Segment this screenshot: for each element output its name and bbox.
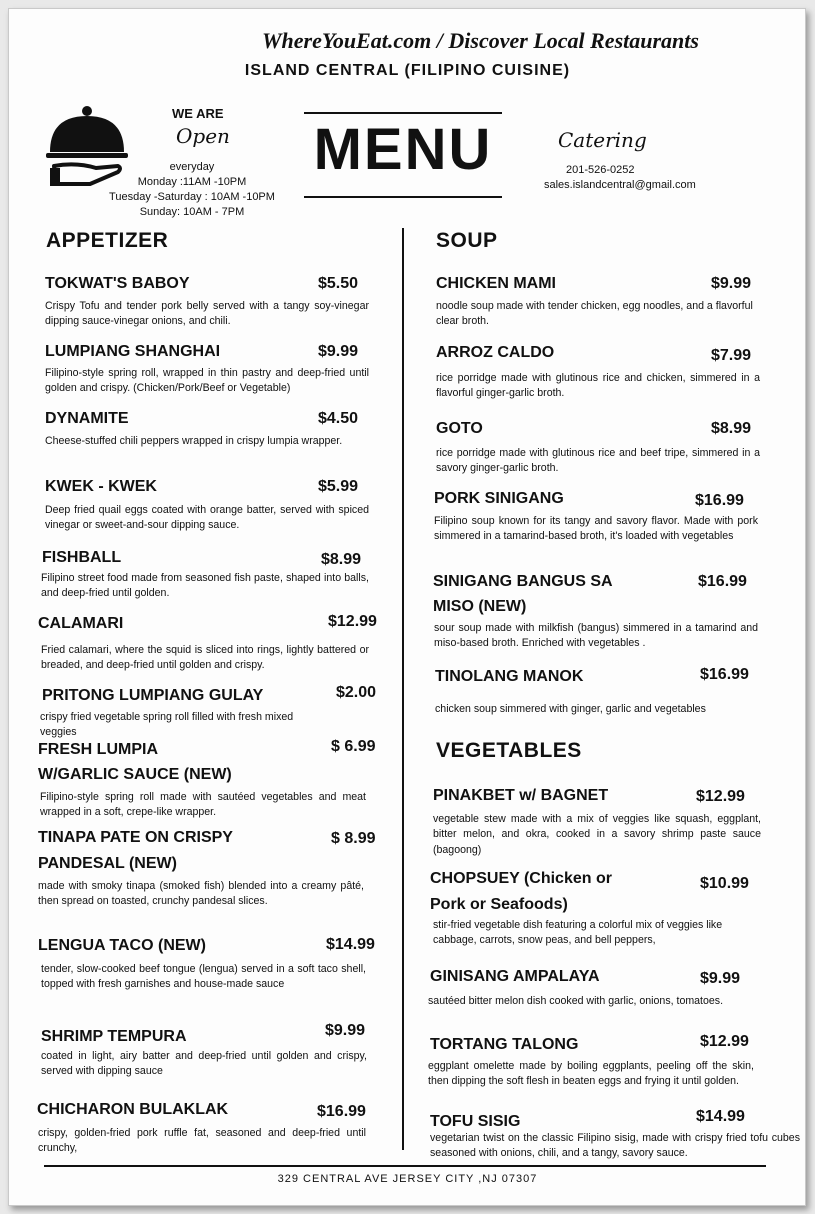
menu-item-name: TORTANG TALONG	[430, 1036, 579, 1053]
menu-item-desc: chicken soup simmered with ginger, garlic and vegetables	[435, 703, 706, 715]
menu-item-price: $9.99	[325, 1022, 366, 1039]
menu-item-price: $ 6.99	[331, 738, 376, 755]
hours-line: Sunday: 10AM - 7PM	[139, 206, 245, 218]
menu-item-desc: vegetable stew made with a mix of veggies like squash, eggplant, bitter melon, and okra, cooked in a savory shrimp paste sauce (bagoong)	[433, 813, 761, 856]
menu-item-price: $9.99	[711, 275, 752, 292]
menu-item-name: PRITONG LUMPIANG GULAY	[42, 687, 264, 704]
menu-item-desc: Filipino-style spring roll made with sautéed vegetables and meat wrapped in a soft, crepe-like wrapper.	[40, 791, 366, 819]
menu-item-price: $5.99	[318, 478, 359, 495]
menu-item-desc: rice porridge made with glutinous rice and beef tripe, simmered in a savory ginger-garlic broth.	[436, 447, 760, 475]
restaurant-address: 329 CENTRAL AVE JERSEY CITY ,NJ 07307	[277, 1173, 538, 1185]
menu-item-desc: sautéed bitter melon dish cooked with garlic, onions, tomatoes.	[428, 995, 724, 1007]
menu-item-name: GOTO	[436, 420, 483, 437]
menu-item-name: SINIGANG BANGUS SA	[433, 573, 613, 590]
menu-title: MENU	[313, 117, 493, 182]
menu-item-price: $2.00	[336, 684, 377, 701]
soup-heading: SOUP	[436, 229, 498, 252]
menu-item-price: $16.99	[695, 492, 744, 509]
menu-item-name: LUMPIANG SHANGHAI	[45, 343, 221, 360]
menu-item-price: $9.99	[700, 970, 741, 987]
menu-item-name: KWEK - KWEK	[45, 478, 157, 495]
menu-item-price: $12.99	[700, 1033, 749, 1050]
menu-item-desc: Filipino soup known for its tangy and savory flavor. Made with pork simmered in a tamarind-based broth, it's loaded with vegetables	[434, 515, 758, 543]
menu-item-name: SHRIMP TEMPURA	[41, 1028, 187, 1045]
catering-label: Catering	[558, 128, 647, 152]
menu-item-name: FRESH LUMPIA	[38, 741, 158, 758]
menu-item-price: $ 8.99	[331, 830, 376, 847]
catering-email: sales.islandcentral@gmail.com	[544, 179, 696, 191]
hours-line: everyday	[169, 161, 215, 173]
menu-item-name-line2: W/GARLIC SAUCE (NEW)	[38, 766, 232, 783]
menu-item-desc: crispy, golden-fried pork ruffle fat, seasoned and deep-fried until crunchy,	[38, 1127, 366, 1155]
menu-item-price: $12.99	[328, 613, 377, 630]
menu-item-name: CALAMARI	[38, 615, 124, 632]
menu-item-price: $12.99	[696, 788, 745, 805]
menu-item-name: CHICKEN MAMI	[436, 275, 556, 292]
menu-item-name-line2: PANDESAL (NEW)	[38, 855, 177, 872]
menu-item-price: $8.99	[711, 420, 752, 437]
menu-item-name: PINAKBET w/ BAGNET	[433, 787, 609, 804]
open-label: Open	[176, 124, 230, 148]
menu-item-name: ARROZ CALDO	[436, 344, 555, 361]
menu-item-price: $14.99	[326, 936, 375, 953]
menu-item-name: GINISANG AMPALAYA	[430, 968, 600, 985]
menu-item-name: TOFU SISIG	[430, 1113, 521, 1130]
menu-title-top-rule	[304, 112, 502, 114]
menu-item-desc: tender, slow-cooked beef tongue (lengua) served in a soft taco shell, topped with fresh garnishes and house-made sauce	[41, 963, 366, 991]
catering-phone: 201-526-0252	[566, 164, 635, 176]
menu-item-desc: rice porridge made with glutinous rice and chicken, simmered in a flavorful ginger-garlic broth.	[436, 372, 760, 400]
menu-item-desc: Filipino street food made from seasoned fish paste, shaped into balls, and deep-fried until golden.	[41, 572, 369, 600]
menu-item-name: TINAPA PATE ON CRISPY	[38, 829, 233, 846]
menu-item-desc: eggplant omelette made by boiling eggplants, peeling off the skin, then dipping the soft flesh in beaten eggs and frying it until golden.	[428, 1060, 754, 1088]
menu-item-desc: Cheese-stuffed chili peppers wrapped in crispy lumpia wrapper.	[45, 435, 343, 447]
menu-item-name: CHOPSUEY (Chicken or	[430, 870, 612, 887]
menu-item-name: TOKWAT'S BABOY	[45, 275, 190, 292]
menu-item-name: TINOLANG MANOK	[435, 668, 584, 685]
menu-item-desc: noodle soup made with tender chicken, egg noodles, and a flavorful clear broth.	[436, 300, 753, 328]
menu-item-price: $16.99	[700, 666, 749, 683]
column-divider	[402, 228, 404, 1150]
menu-item-name-line2: MISO (NEW)	[433, 598, 527, 615]
menu-item-name: FISHBALL	[42, 549, 122, 566]
menu-item-price: $16.99	[317, 1103, 366, 1120]
hours-line: Tuesday -Saturday : 10AM -10PM	[109, 191, 275, 203]
menu-item-price: $7.99	[711, 347, 752, 364]
menu-item-price: $8.99	[321, 551, 362, 568]
menu-item-name: PORK SINIGANG	[434, 490, 564, 507]
vegetables-heading: VEGETABLES	[436, 739, 582, 762]
menu-item-name: CHICHARON BULAKLAK	[37, 1101, 229, 1118]
restaurant-name: ISLAND CENTRAL (FILIPINO CUISINE)	[244, 62, 571, 79]
menu-item-name: DYNAMITE	[45, 410, 129, 427]
watermark-text: WhereYouEat.com / Discover Local Restaurants	[262, 28, 699, 53]
footer-rule	[44, 1165, 766, 1167]
menu-item-desc: coated in light, airy batter and deep-fried until golden and crispy, served with dipping sauce	[41, 1050, 367, 1078]
menu-item-price: $5.50	[318, 275, 359, 292]
menu-item-desc: crispy fried vegetable spring roll filled with fresh mixed veggies	[40, 711, 294, 739]
opening-hours	[92, 160, 292, 220]
we-are-label: WE ARE	[172, 106, 224, 121]
menu-item-desc: sour soup made with milkfish (bangus) simmered in a tamarind and miso-based broth. Enriched with vegetables .	[434, 622, 758, 650]
appetizer-heading: APPETIZER	[46, 229, 169, 252]
menu-item-name-line2: Pork or Seafoods)	[430, 896, 568, 913]
menu-item-price: $9.99	[318, 343, 359, 360]
menu-item-desc: vegetarian twist on the classic Filipino sisig, made with crispy fried tofu cubes seasoned with onions, chili, and a tangy, savory sauce.	[430, 1132, 800, 1160]
menu-item-desc: Crispy Tofu and tender pork belly served with a tangy soy-vinegar dipping sauce-vinegar onions, and chili.	[45, 300, 369, 328]
menu-item-desc: made with smoky tinapa (smoked fish) blended into a creamy pâté, then spread on toasted, crunchy pandesal slices.	[38, 880, 364, 908]
menu-title-bottom-rule	[304, 196, 502, 198]
menu-item-name: LENGUA TACO (NEW)	[38, 937, 206, 954]
menu-item-desc: stir-fried vegetable dish featuring a colorful mix of veggies like cabbage, carrots, snow peas, and bell peppers,	[433, 919, 723, 947]
menu-item-price: $14.99	[696, 1108, 745, 1125]
menu-item-desc: Fried calamari, where the squid is sliced into rings, lightly battered or breaded, and deep-fried until golden and crispy.	[41, 644, 369, 672]
menu-item-desc: Filipino-style spring roll, wrapped in thin pastry and deep-fried until golden and crispy. (Chicken/Pork/Beef or Vegetable)	[45, 367, 369, 395]
menu-item-price: $10.99	[700, 875, 749, 892]
menu-item-price: $4.50	[318, 410, 359, 427]
hours-line: Monday :11AM -10PM	[137, 176, 247, 188]
menu-item-price: $16.99	[698, 573, 747, 590]
menu-item-desc: Deep fried quail eggs coated with orange batter, served with spiced vinegar or sweet-and-sour dipping sauce.	[45, 504, 369, 532]
